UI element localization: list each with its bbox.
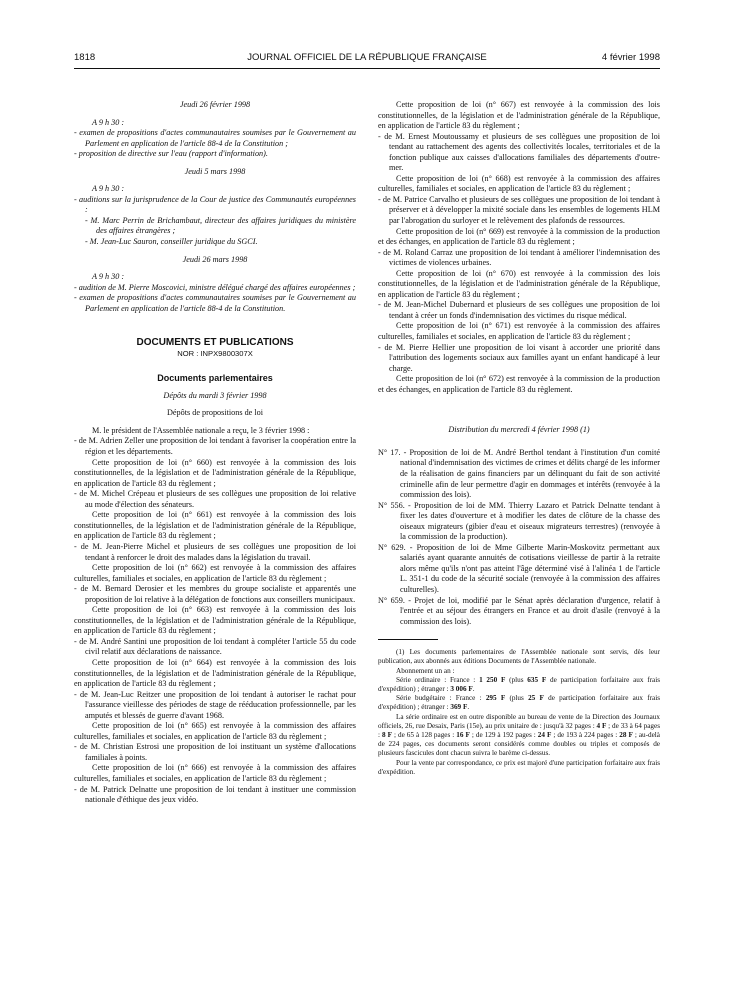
proposal-item: - de M. Ernest Moutoussamy et plusieurs de ses collègues une proposition de loi tendant au rattachement des agents des collectivités locales, territoriales et de la fonction publique aux caisses d'allocations familiales des départements d'outre-mer. (378, 131, 660, 173)
deposit-date: Dépôts du mardi 3 février 1998 (163, 390, 267, 400)
referral-paragraph: Cette proposition de loi (n° 662) est renvoyée à la commission des affaires culturelles, familiales et sociales, en application de l'article 83 du règlement ; (74, 563, 356, 583)
referral-paragraph: Cette proposition de loi (n° 661) est renvoyée à la commission des lois constitutionnelles, de la législation et de l'administration générale de la République, en application de l'article 83 du règlement ; (74, 510, 356, 541)
proposal-item: - de M. Patrick Delnatte une proposition de loi tendant à instituer une commission nationale d'éthique des jeux vidéo. (74, 784, 356, 805)
proposal-item: - de M. Michel Crépeau et plusieurs de ses collègues une proposition de loi relative au mode d'élection des sénateurs. (74, 489, 356, 509)
proposal-item: - de M. Jean-Michel Dubernard et plusieurs de ses collègues une proposition de loi tendant à créer un fonds d'indemnisation des victimes du risque médical. (378, 300, 660, 320)
distribution-item: N° 629. - Proposition de loi de Mme Gilberte Marin-Moskovitz permettant aux salariés ayant quarante annuités de cotisations vieillesse de partir à la retraite alors même qu'ils n'ont pas atteint l'âge déterminé visé à l'alinéa 1 de l'article L. 351-1 du code de la sécurité sociale (renvoyée à la commission des affaires culturelles). (378, 542, 660, 594)
referral-paragraph: Cette proposition de loi (n° 670) est renvoyée à la commission des lois constitutionnelles, de la législation et de l'administration générale de la République, en application de l'article 83 du règlement ; (378, 268, 660, 299)
referral-paragraph: Cette proposition de loi (n° 666) est renvoyée à la commission des affaires culturelles, familiales et sociales, en application de l'article 83 du règlement ; (74, 763, 356, 783)
distribution-item: N° 659. - Projet de loi, modifié par le Sénat après déclaration d'urgence, relatif à l'entrée et au séjour des étrangers en France et au droit d'asile (renvoyé à la commission des lois). (378, 595, 660, 626)
agenda-item: - examen de propositions d'actes communautaires soumises par le Gouvernement au Parlement en application de l'article 88-4 de la Constitution ; (74, 128, 356, 148)
proposal-item: - de M. Adrien Zeller une proposition de loi tendant à favoriser la coopération entre la région et les départements. (74, 436, 356, 457)
right-column (378, 100, 660, 777)
referral-paragraph: Cette proposition de loi (n° 668) est renvoyée à la commission des affaires culturelles, familiales et sociales, en application de l'article 83 du règlement ; (378, 173, 660, 194)
proposal-item: - de M. Jean-Pierre Michel et plusieurs de ses collègues une proposition de loi tendant à renforcer le droit des malades dans la législation du travail. (74, 541, 356, 562)
left-column (74, 100, 356, 806)
session-date: Jeudi 26 février 1998 (179, 100, 251, 109)
agenda-item: - auditions sur la jurisprudence de la Cour de justice des Communautés européennes : (74, 194, 356, 215)
header-rule (74, 68, 660, 69)
agenda-subitem: - M. Jean-Luc Sauron, conseiller juridique du SGCI. (85, 237, 258, 247)
distribution-item: N° 17. - Proposition de loi de M. André Berthol tendant à l'institution d'un comité national d'indemnisation des victimes de crimes et délits chargé de les informer de la réalisation de gains financiers par un délinquant du fait de son activité criminelle afin de leur permettre d'agir en dommages et intérêts (renvoyée à la commission des lois). (378, 447, 660, 500)
footnote-rule (378, 639, 438, 640)
deposit-title: Dépôts de propositions de loi (167, 408, 263, 418)
intro-paragraph: M. le président de l'Assemblée nationale a reçu, le 3 février 1998 : (92, 425, 310, 435)
proposal-item: - de M. Jean-Luc Reitzer une proposition de loi tendant à autoriser le rachat pour l'assurance vieillesse des périodes de stage de rééducation professionnelle, par les amputés et blessés de guerre d'avant 1968. (74, 689, 356, 720)
journal-title: JOURNAL OFFICIEL DE LA RÉPUBLIQUE FRANÇAISE (247, 52, 487, 63)
referral-paragraph: Cette proposition de loi (n° 660) est renvoyée à la commission des lois constitutionnelles, de la législation et de l'administration générale de la République, en application de l'article 83 du règlement ; (74, 457, 356, 488)
distribution-heading: Distribution du mercredi 4 février 1998 (1) (448, 425, 590, 435)
session-time: A 9 h 30 : (92, 272, 125, 282)
distribution-item: N° 556. - Proposition de loi de MM. Thierry Lazaro et Patrick Delnatte tendant à fixer les dates d'ouverture et à modifier les dates de clôture de la chasse des oiseaux migrateurs (gibier d'eau et oiseaux migrateurs terrestres) (renvoyée à la commission de la production). (378, 500, 660, 542)
referral-paragraph: Cette proposition de loi (n° 672) est renvoyée à la commission de la production et des échanges, en application de l'article 83 du règlement. (378, 374, 660, 394)
referral-paragraph: Cette proposition de loi (n° 663) est renvoyée à la commission des lois constitutionnelles, de la législation et de l'administration générale de la République, en application de l'article 83 du règlement ; (74, 605, 356, 636)
mail-order-note: Pour la vente par correspondance, ce prix est majoré d'une participation forfaitaire aux frais d'expédition. (378, 758, 660, 776)
agenda-item: - proposition de directive sur l'eau (rapport d'information). (74, 149, 268, 159)
subsection-heading: Documents parlementaires (157, 372, 273, 383)
session-time: A 9 h 30 : (92, 117, 125, 127)
proposal-item: - de M. André Santini une proposition de loi tendant à compléter l'article 55 du code civil relatif aux déclarations de naissance. (74, 636, 356, 657)
subscription-budget: Série budgétaire : France : 295 F (plus 25 F de participation forfaitaire aux frais d'expédition) ; étranger : 369 F. (378, 694, 661, 712)
issue-date: 4 février 1998 (601, 52, 660, 63)
referral-paragraph: Cette proposition de loi (n° 669) est renvoyée à la commission de la production et des échanges, en application de l'article 83 du règlement ; (378, 226, 660, 247)
agenda-item: - audition de M. Pierre Moscovici, ministre délégué chargé des affaires européennes ; (74, 282, 356, 292)
session-time: A 9 h 30 : (92, 184, 125, 194)
section-heading: DOCUMENTS ET PUBLICATIONS (136, 337, 294, 349)
nor-reference: NOR : INPX9800307X (177, 349, 253, 359)
proposal-item: - de M. Christian Estrosi une proposition de loi instituant un système d'allocations familiales à points. (74, 742, 356, 762)
referral-paragraph: Cette proposition de loi (n° 665) est renvoyée à la commission des affaires culturelles, familiales et sociales, en application de l'article 83 du règlement ; (74, 721, 356, 741)
session-date: Jeudi 5 mars 1998 (184, 166, 246, 176)
referral-paragraph: Cette proposition de loi (n° 667) est renvoyée à la commission des lois constitutionnelles, de la législation et de l'administration générale de la République, en application de l'article 83 du règlement ; (378, 100, 660, 131)
session-date: Jeudi 26 mars 1998 (182, 254, 248, 264)
page-number: 1818 (74, 52, 96, 63)
proposal-item: - de M. Roland Carraz une proposition de loi tendant à améliorer l'indemnisation des victimes de violences urbaines. (378, 247, 660, 268)
page-header (74, 52, 660, 68)
subscription-title: Abonnement un an : (396, 666, 455, 675)
subscription-ordinary: Série ordinaire : France : 1 250 F (plus 635 F de participation forfaitaire aux frais d'expédition) ; étranger : 3 006 F. (378, 675, 661, 693)
agenda-subitem: - M. Marc Perrin de Brichambaut, directeur des affaires juridiques du ministère des affaires étrangères ; (85, 215, 356, 236)
proposal-item: - de M. Pierre Hellier une proposition de loi visant à accorder une priorité dans l'attribution des logements sociaux aux familles ayant un enfant handicapé à leur charge. (378, 342, 660, 373)
referral-paragraph: Cette proposition de loi (n° 671) est renvoyée à la commission des affaires culturelles, familiales et sociales, en application de l'article 83 du règlement ; (378, 321, 660, 342)
referral-paragraph: Cette proposition de loi (n° 664) est renvoyée à la commission des lois constitutionnelles, de la législation et de l'administration générale de la République, en application de l'article 83 du règlement ; (74, 657, 356, 689)
unit-price-text: La série ordinaire est en outre disponible au bureau de vente de la Direction des Journaux officiels, 26, rue Desaix, Paris (15e), au prix unitaire de : jusqu'à 32 pages : 4 F ; de 33 à 64 pages : 8 F ; de 65 à 128 pages : 16 F ; de 129 à 192 pages : 24 F ; de 193 à 224 pages : 28 F ; au-delà de 224 pages, ces documents seront considérés comme doubles ou triples et composés de plusieurs fascicules dont chacun suivra le barème ci-dessus. (378, 712, 660, 758)
footnote-text: (1) Les documents parlementaires de l'Assemblée nationale sont servis, dès leur publication, aux abonnés aux éditions Documents de l'Assemblée nationale. (378, 648, 660, 666)
proposal-item: - de M. Bernard Derosier et les membres du groupe socialiste et apparentés une proposition de loi relative à la délégation de fonctions aux conseillers municipaux. (74, 584, 356, 604)
proposal-item: - de M. Patrice Carvalho et plusieurs de ses collègues une proposition de loi tendant à préserver et à développer la mixité sociale dans les ensembles de logements HLM par l'abrogation du surloyer et le relèvement des plafonds de ressources. (378, 194, 660, 226)
agenda-item: - examen de propositions d'actes communautaires soumises par le Gouvernement au Parlement en application de l'article 88-4 de la Constitution. (74, 293, 356, 313)
